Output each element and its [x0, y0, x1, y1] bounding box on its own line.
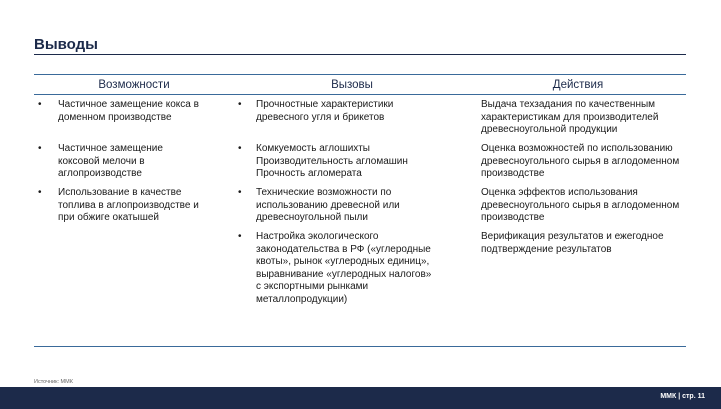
action-item: Оценка возможностей по использованию древесноугольного сырья в аглодоменном производстве	[481, 143, 680, 179]
bullet-icon: •	[38, 143, 42, 154]
bullet-icon: •	[238, 231, 242, 242]
header-bottom-divider	[34, 94, 686, 95]
column-header-actions: Действия	[552, 79, 604, 91]
column-header-opportunities: Возможности	[98, 79, 170, 91]
action-item: Выдача техзадания по качественным характеристикам для производителей древесноугольной продукции	[481, 99, 659, 135]
bullet-icon: •	[238, 143, 242, 154]
page-title: Выводы	[34, 36, 98, 53]
challenge-item: Комкуемость аглошихты Производительность агломашин Прочность агломерата	[256, 143, 408, 179]
source-note: Источник: ММК	[34, 379, 73, 385]
footer-bar	[0, 387, 721, 409]
bullet-icon: •	[38, 99, 42, 110]
header-top-divider	[34, 74, 686, 75]
bullet-icon: •	[238, 99, 242, 110]
challenge-item: Прочностные характеристики древесного угля и брикетов	[256, 99, 394, 123]
page-number: ММК | стр. 11	[660, 393, 705, 400]
challenge-item: Технические возможности по использованию древесной или древесноугольной пыли	[256, 187, 400, 223]
column-header-challenges: Вызовы	[331, 79, 373, 91]
action-item: Верификация результатов и ежегодное подтверждение результатов	[481, 231, 664, 255]
opportunity-item: Использование в качестве топлива в аглопроизводстве и при обжиге окатышей	[58, 187, 199, 223]
title-divider	[34, 54, 686, 55]
bullet-icon: •	[38, 187, 42, 198]
opportunity-item: Частичное замещение кокса в доменном производстве	[58, 99, 199, 123]
bullet-icon: •	[238, 187, 242, 198]
opportunity-item: Частичное замещение коксовой мелочи в аглопроизводстве	[58, 143, 163, 179]
challenge-item: Настройка экологического законодательства в РФ («углеродные квоты», рынок «углеродных единиц», выравнивание «углеродных налогов» с экспортными рынками металлопродукции)	[256, 231, 432, 305]
table-bottom-divider	[34, 346, 686, 347]
action-item: Оценка эффектов использования древесноугольного сырья в аглодоменном производстве	[481, 187, 680, 223]
